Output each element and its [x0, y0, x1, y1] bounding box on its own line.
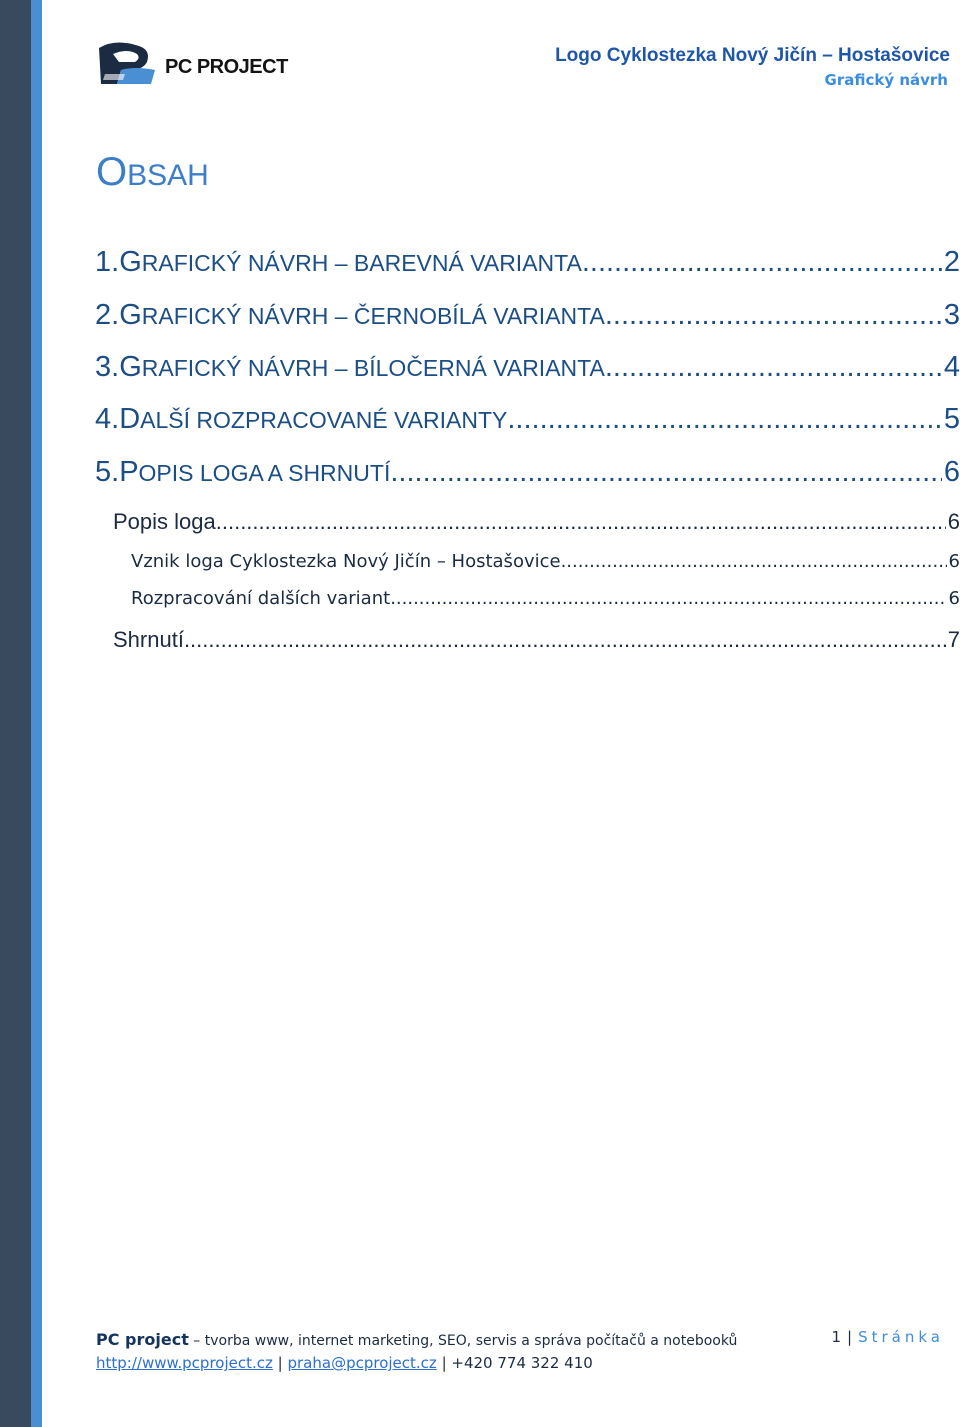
- toc-entry-page: 2: [943, 246, 960, 278]
- toc-entry-shrnuti[interactable]: [113, 627, 960, 653]
- toc-dot-leader: [390, 588, 946, 609]
- toc-entry-title: GRAFICKÝ NÁVRH – BÍLOČERNÁ VARIANTA: [119, 351, 605, 383]
- toc-entry-vznik-loga[interactable]: [131, 551, 960, 572]
- toc-dot-leader: [582, 246, 942, 279]
- toc-entry-page: 5: [943, 403, 960, 435]
- toc-entry-title: Popis loga: [113, 509, 216, 534]
- toc-entry-page: 6: [947, 509, 960, 534]
- toc-dot-leader: [390, 456, 942, 489]
- toc-entry-2[interactable]: [95, 299, 960, 332]
- toc-dot-leader: [561, 551, 947, 572]
- toc-entry-title: POPIS LOGA A SHRNUTÍ: [119, 456, 391, 488]
- document-title: Logo Cyklostezka Nový Jičín – Hostašovice: [555, 45, 950, 66]
- toc-entry-page: 6: [948, 588, 960, 609]
- footer-brand: PC project: [96, 1330, 189, 1349]
- footer-web-link[interactable]: http://www.pcproject.cz: [96, 1354, 273, 1372]
- left-sidebar-dark: [0, 0, 31, 1427]
- toc-entry-page: 4: [943, 351, 960, 383]
- toc-entry-4[interactable]: [95, 403, 960, 436]
- page-number: 1: [831, 1328, 842, 1346]
- footer-separator: |: [277, 1354, 288, 1372]
- toc-heading: [96, 148, 209, 200]
- toc-entry-page: 3: [943, 299, 960, 331]
- toc-entry-number: 5.: [95, 456, 120, 488]
- toc-entry-3[interactable]: [95, 351, 960, 384]
- toc-entry-number: 3.: [95, 351, 120, 383]
- toc-entry-page: 6: [948, 551, 960, 572]
- toc-entry-number: 2.: [95, 299, 120, 331]
- toc-heading-rest: BSAH: [127, 159, 209, 192]
- footer-separator: |: [441, 1354, 452, 1372]
- logo-wordmark: PC PROJECT: [165, 56, 288, 78]
- toc-entry-page: 6: [943, 456, 960, 488]
- footer-tagline-line: [96, 1330, 737, 1349]
- toc-entry-popis-loga[interactable]: [113, 509, 960, 535]
- page-number-indicator: [832, 1328, 945, 1346]
- toc-entry-title: Shrnutí: [113, 627, 184, 652]
- toc-dot-leader: [184, 627, 946, 653]
- toc-entry-number: 1.: [95, 246, 120, 278]
- page-label: Stránka: [858, 1328, 944, 1346]
- toc-dot-leader: [216, 509, 946, 535]
- toc-entry-1[interactable]: [95, 246, 960, 279]
- footer-tagline: – tvorba www, internet marketing, SEO, servis a správa počítačů a notebooků: [188, 1333, 738, 1349]
- toc-entry-title: Vznik loga Cyklostezka Nový Jičín – Hostašovice: [131, 551, 561, 572]
- footer-contact-line: [96, 1354, 593, 1372]
- toc-entry-number: 4.: [95, 403, 120, 435]
- toc-entry-5[interactable]: [95, 456, 960, 489]
- toc-entry-title: DALŠÍ ROZPRACOVANÉ VARIANTY: [119, 403, 508, 435]
- toc-entry-title: Rozpracování dalších variant: [131, 588, 391, 609]
- footer-phone: +420 774 322 410: [451, 1354, 593, 1372]
- toc-entry-rozpracovani[interactable]: [131, 588, 960, 609]
- toc-dot-leader: [605, 351, 942, 384]
- document-subtitle: Grafický návrh: [824, 71, 948, 89]
- toc-entry-title: GRAFICKÝ NÁVRH – BAREVNÁ VARIANTA: [119, 246, 582, 278]
- toc-entry-page: 7: [947, 627, 960, 652]
- left-sidebar-accent: [31, 0, 42, 1427]
- toc-dot-leader: [507, 403, 941, 436]
- toc-heading-initial: O: [96, 150, 128, 194]
- toc-dot-leader: [605, 299, 942, 332]
- page-separator: |: [847, 1328, 853, 1346]
- toc-entry-title: GRAFICKÝ NÁVRH – ČERNOBÍLÁ VARIANTA: [119, 299, 605, 331]
- footer-email-link[interactable]: praha@pcproject.cz: [287, 1354, 437, 1372]
